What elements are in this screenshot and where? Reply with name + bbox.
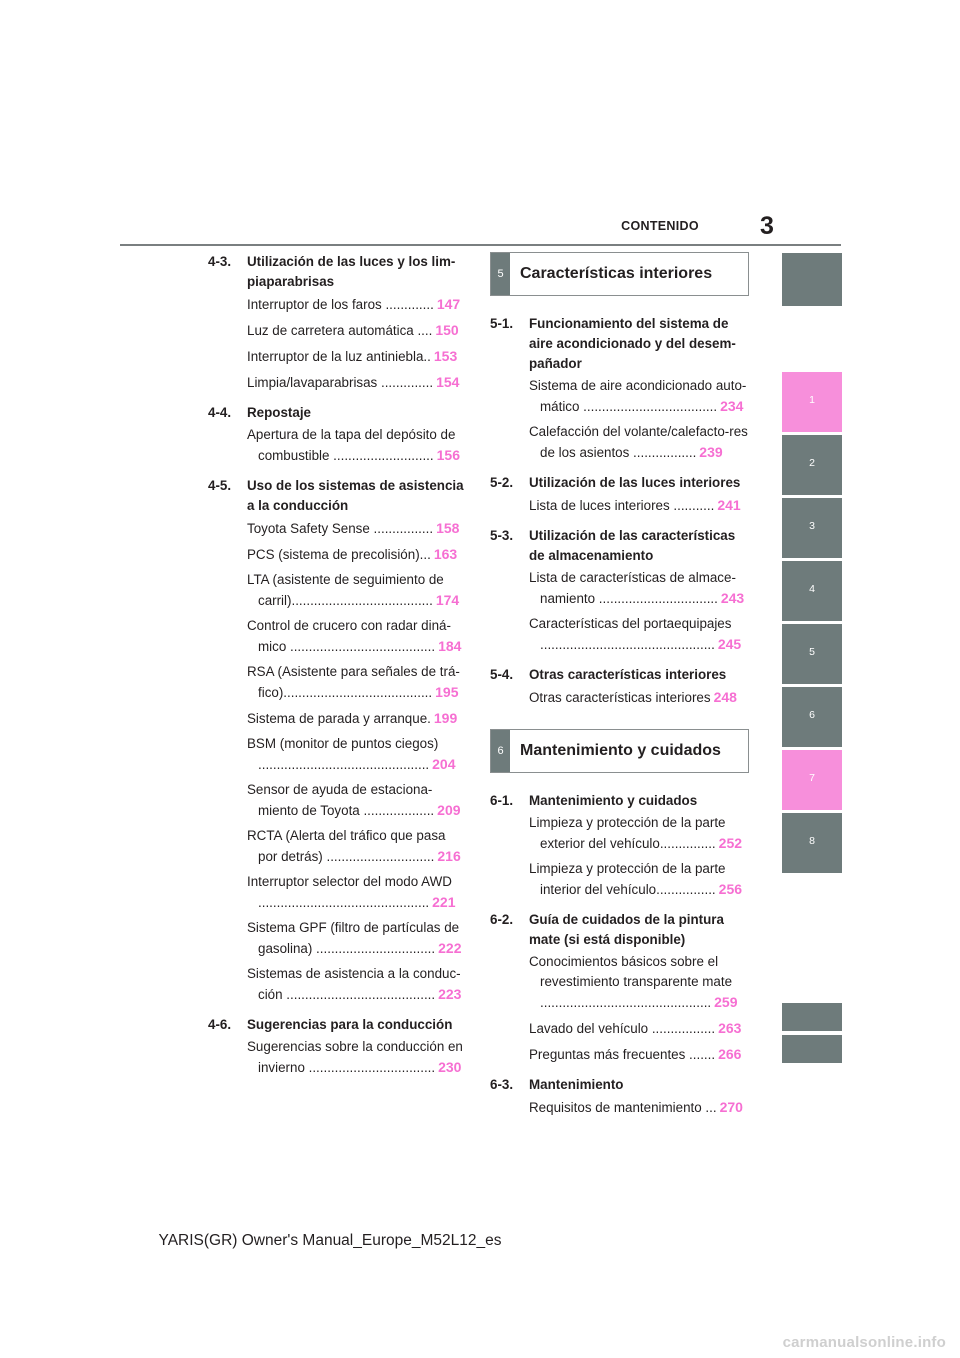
toc-entry[interactable] bbox=[247, 346, 466, 367]
section-heading[interactable] bbox=[208, 403, 466, 423]
section-heading[interactable] bbox=[490, 526, 750, 566]
section-title: Utilización de las características de almacenamiento bbox=[529, 528, 736, 563]
toc-entry-page[interactable]: 158 bbox=[436, 520, 460, 536]
chapter-tab-8[interactable]: 8 bbox=[782, 813, 842, 873]
toc-entry-page[interactable]: 204 bbox=[432, 756, 456, 772]
toc-entry-text: Otras características interiores bbox=[529, 690, 711, 705]
section-heading[interactable] bbox=[490, 314, 750, 374]
toc-entry-text: Conocimientos básicos sobre el revestimiento transparente mate .............................................. bbox=[529, 954, 733, 1010]
section-heading[interactable] bbox=[208, 476, 466, 516]
section-title: Uso de los sistemas de asistencia a la conducción bbox=[247, 478, 464, 513]
chapter-tab-5[interactable]: 5 bbox=[782, 624, 842, 684]
running-header-title: CONTENIDO bbox=[621, 219, 699, 233]
section-heading[interactable] bbox=[208, 1015, 466, 1035]
toc-entry-page[interactable]: 252 bbox=[718, 835, 743, 851]
toc-entry[interactable] bbox=[247, 662, 466, 703]
chapter-5-heading[interactable] bbox=[490, 252, 749, 296]
toc-entry-page[interactable]: 156 bbox=[436, 447, 460, 463]
toc-section bbox=[208, 403, 466, 466]
toc-entry-text: Sistema de parada y arranque. bbox=[247, 711, 431, 726]
chapter-title: Mantenimiento y cuidados bbox=[520, 742, 721, 759]
section-heading[interactable] bbox=[490, 473, 750, 493]
toc-entry-text: Lista de características de almace-namiento ................................ bbox=[529, 570, 736, 606]
toc-entry[interactable] bbox=[529, 1044, 750, 1065]
toc-entry-text: Calefacción del volante/calefacto-res de los asientos ................. bbox=[529, 424, 748, 460]
chapter-number-badge: 6 bbox=[491, 730, 510, 772]
chapter-tab-7[interactable]: 7 bbox=[782, 750, 842, 810]
section-number: 6-3. bbox=[490, 1077, 514, 1092]
section-title: Utilización de las luces interiores bbox=[529, 475, 741, 490]
toc-entry-page[interactable]: 266 bbox=[718, 1046, 742, 1062]
toc-entry-page[interactable]: 230 bbox=[438, 1059, 462, 1075]
page-number: 3 bbox=[760, 212, 774, 240]
toc-entry[interactable] bbox=[247, 872, 466, 913]
toc-entry-text: Apertura de la tapa del depósito de combustible ........................... bbox=[247, 427, 456, 463]
toc-entry-page[interactable]: 259 bbox=[714, 994, 738, 1010]
toc-entry[interactable] bbox=[247, 294, 466, 315]
toc-entry[interactable] bbox=[247, 780, 466, 821]
toc-entry-page[interactable]: 195 bbox=[435, 684, 459, 700]
section-number: 4-5. bbox=[208, 478, 232, 493]
toc-entry[interactable] bbox=[529, 813, 750, 854]
toc-entry-text: Limpieza y protección de la parte exterior del vehículo............... bbox=[529, 815, 726, 851]
section-heading[interactable] bbox=[490, 665, 750, 685]
toc-entry[interactable] bbox=[529, 422, 750, 463]
toc-entry-text: Interruptor selector del modo AWD .............................................. bbox=[247, 874, 452, 910]
toc-entry-text: RCTA (Alerta del tráfico que pasa por detrás) ............................. bbox=[247, 828, 446, 864]
toc-section bbox=[490, 314, 750, 463]
toc-entry-text: Toyota Safety Sense ................ bbox=[247, 521, 434, 536]
toc-entry[interactable] bbox=[529, 495, 750, 516]
chapter-tab-3[interactable]: 3 bbox=[782, 498, 842, 558]
toc-section bbox=[490, 665, 750, 708]
toc-entry[interactable] bbox=[247, 1037, 466, 1078]
toc-section bbox=[490, 1075, 750, 1118]
toc-entry-page[interactable]: 216 bbox=[437, 848, 461, 864]
toc-entry-text: Luz de carretera automática .... bbox=[247, 323, 433, 338]
toc-entry[interactable] bbox=[529, 568, 750, 609]
toc-entry[interactable] bbox=[529, 952, 750, 1013]
watermark: carmanualsonline.info bbox=[782, 1334, 946, 1351]
toc-entry-text: Requisitos de mantenimiento ... bbox=[529, 1100, 717, 1115]
section-title: Mantenimiento bbox=[529, 1077, 624, 1092]
toc-entry-page[interactable]: 245 bbox=[717, 636, 742, 652]
section-heading[interactable] bbox=[490, 910, 750, 950]
toc-section bbox=[208, 252, 466, 393]
toc-entry-page[interactable]: 154 bbox=[436, 374, 460, 390]
chapter-title: Características interiores bbox=[520, 265, 713, 282]
toc-entry[interactable] bbox=[247, 826, 466, 867]
toc-entry-page[interactable]: 221 bbox=[432, 894, 456, 910]
chapter-tab-2[interactable]: 2 bbox=[782, 435, 842, 495]
section-number: 4-3. bbox=[208, 254, 232, 269]
toc-entry[interactable] bbox=[247, 616, 466, 657]
toc-entry-page[interactable]: 153 bbox=[433, 348, 458, 364]
toc-section bbox=[490, 791, 750, 900]
toc-entry-page[interactable]: 223 bbox=[438, 986, 462, 1002]
toc-section bbox=[490, 473, 750, 516]
toc-section bbox=[208, 476, 466, 1005]
toc-entry-text: Sistema GPF (filtro de partículas de gasolina) ................................ bbox=[247, 920, 460, 956]
toc-entry-page[interactable]: 199 bbox=[433, 710, 458, 726]
section-heading[interactable] bbox=[208, 252, 466, 292]
toc-entry-page[interactable]: 184 bbox=[438, 638, 462, 654]
toc-entry-text: Limpieza y protección de la parte interior del vehículo................ bbox=[529, 861, 726, 897]
section-number: 5-3. bbox=[490, 528, 514, 543]
toc-entry[interactable] bbox=[529, 1097, 750, 1118]
spacer bbox=[490, 713, 750, 729]
chapter-tab-6[interactable]: 6 bbox=[782, 687, 842, 747]
chapter-6-heading[interactable] bbox=[490, 729, 749, 773]
toc-entry[interactable] bbox=[529, 687, 750, 708]
toc-entry[interactable] bbox=[529, 1018, 750, 1039]
toc-entry-text: Características del portaequipajes ............................................... bbox=[529, 616, 732, 652]
section-title: Repostaje bbox=[247, 405, 311, 420]
toc-entry[interactable] bbox=[247, 734, 466, 775]
toc-right-column bbox=[490, 252, 750, 1123]
toc-entry-page[interactable]: 147 bbox=[436, 296, 461, 312]
toc-entry-text: Preguntas más frecuentes ....... bbox=[529, 1047, 716, 1062]
section-heading[interactable] bbox=[490, 791, 750, 811]
section-title: Sugerencias para la conducción bbox=[247, 1017, 453, 1032]
toc-section bbox=[490, 526, 750, 655]
toc-entry[interactable] bbox=[529, 376, 750, 417]
toc-entry-page[interactable]: 270 bbox=[719, 1099, 743, 1115]
toc-entry-text: Lista de luces interiores ........... bbox=[529, 498, 715, 513]
section-title: Guía de cuidados de la pintura mate (si está disponible) bbox=[529, 912, 724, 947]
toc-entry-text: Sensor de ayuda de estaciona-miento de Toyota ................... bbox=[247, 782, 435, 818]
chapter-tab-index-b[interactable] bbox=[782, 1035, 842, 1063]
toc-entry-page[interactable]: 234 bbox=[720, 398, 744, 414]
toc-entry-page[interactable]: 239 bbox=[699, 444, 723, 460]
section-title: Utilización de las luces y los lim-piaparabrisas bbox=[247, 254, 456, 289]
toc-entry-text: BSM (monitor de puntos ciegos) .............................................. bbox=[247, 736, 439, 772]
chapter-tab-1[interactable]: 1 bbox=[782, 372, 842, 432]
toc-entry[interactable] bbox=[529, 614, 750, 655]
chapter-tab-top bbox=[782, 253, 842, 306]
toc-entry-page[interactable]: 222 bbox=[438, 940, 462, 956]
toc-entry-page[interactable]: 174 bbox=[435, 592, 460, 608]
section-number: 6-2. bbox=[490, 912, 514, 927]
footer-manual-id: YARIS(GR) Owner's Manual_Europe_M52L12_es bbox=[158, 1232, 502, 1249]
section-number: 6-1. bbox=[490, 793, 514, 808]
chapter-tab-index-a[interactable] bbox=[782, 1003, 842, 1031]
toc-entry-text: Interruptor de la luz antiniebla.. bbox=[247, 349, 431, 364]
toc-entry-text: RSA (Asistente para señales de trá-fico)........................................ bbox=[247, 664, 460, 700]
section-number: 4-6. bbox=[208, 1017, 232, 1032]
toc-entry-page[interactable]: 150 bbox=[435, 322, 459, 338]
toc-left-column bbox=[208, 252, 466, 1083]
section-number: 5-2. bbox=[490, 475, 514, 490]
toc-entry-page[interactable]: 248 bbox=[713, 689, 737, 705]
toc-entry[interactable] bbox=[247, 918, 466, 959]
toc-entry-page[interactable]: 243 bbox=[720, 590, 745, 606]
section-title: Otras características interiores bbox=[529, 667, 727, 682]
toc-entry[interactable] bbox=[247, 570, 466, 611]
toc-entry-text: Sistemas de asistencia a la conduc-ción ........................................ bbox=[247, 966, 461, 1002]
chapter-tab-4[interactable]: 4 bbox=[782, 561, 842, 621]
toc-entry-text: Lavado del vehículo ................. bbox=[529, 1021, 716, 1036]
section-title: Mantenimiento y cuidados bbox=[529, 793, 698, 808]
section-heading[interactable] bbox=[490, 1075, 750, 1095]
section-title: Funcionamiento del sistema de aire acondicionado y del desem-pañador bbox=[529, 316, 736, 371]
toc-entry-text: Control de crucero con radar diná-mico ....................................... bbox=[247, 618, 451, 654]
header-divider bbox=[120, 244, 841, 246]
section-number: 4-4. bbox=[208, 405, 232, 420]
section-number: 5-1. bbox=[490, 316, 514, 331]
toc-entry[interactable] bbox=[247, 708, 466, 729]
toc-entry-text: Interruptor de los faros ............. bbox=[247, 297, 434, 312]
toc-entry[interactable] bbox=[247, 544, 466, 565]
toc-entry[interactable] bbox=[247, 372, 466, 393]
toc-entry-page[interactable]: 209 bbox=[437, 802, 461, 818]
toc-entry-page[interactable]: 163 bbox=[433, 546, 458, 562]
toc-entry-text: Limpia/lavaparabrisas .............. bbox=[247, 375, 434, 390]
toc-entry[interactable] bbox=[247, 320, 466, 341]
toc-entry[interactable] bbox=[529, 859, 750, 900]
toc-entry-text: LTA (asistente de seguimiento de carril)...................................... bbox=[247, 572, 444, 608]
toc-entry-text: Sistema de aire acondicionado auto-mático .................................... bbox=[529, 378, 747, 414]
section-number: 5-4. bbox=[490, 667, 514, 682]
toc-section bbox=[208, 1015, 466, 1078]
toc-entry[interactable] bbox=[247, 518, 466, 539]
toc-entry-page[interactable]: 263 bbox=[718, 1020, 742, 1036]
toc-entry[interactable] bbox=[247, 425, 466, 466]
toc-entry[interactable] bbox=[247, 964, 466, 1005]
toc-entry-page[interactable]: 256 bbox=[718, 881, 743, 897]
toc-entry-text: PCS (sistema de precolisión)... bbox=[247, 547, 431, 562]
toc-entry-page[interactable]: 241 bbox=[717, 497, 741, 513]
chapter-number-badge: 5 bbox=[491, 253, 510, 295]
toc-entry-text: Sugerencias sobre la conducción en invierno .................................. bbox=[247, 1039, 463, 1075]
toc-section bbox=[490, 910, 750, 1065]
